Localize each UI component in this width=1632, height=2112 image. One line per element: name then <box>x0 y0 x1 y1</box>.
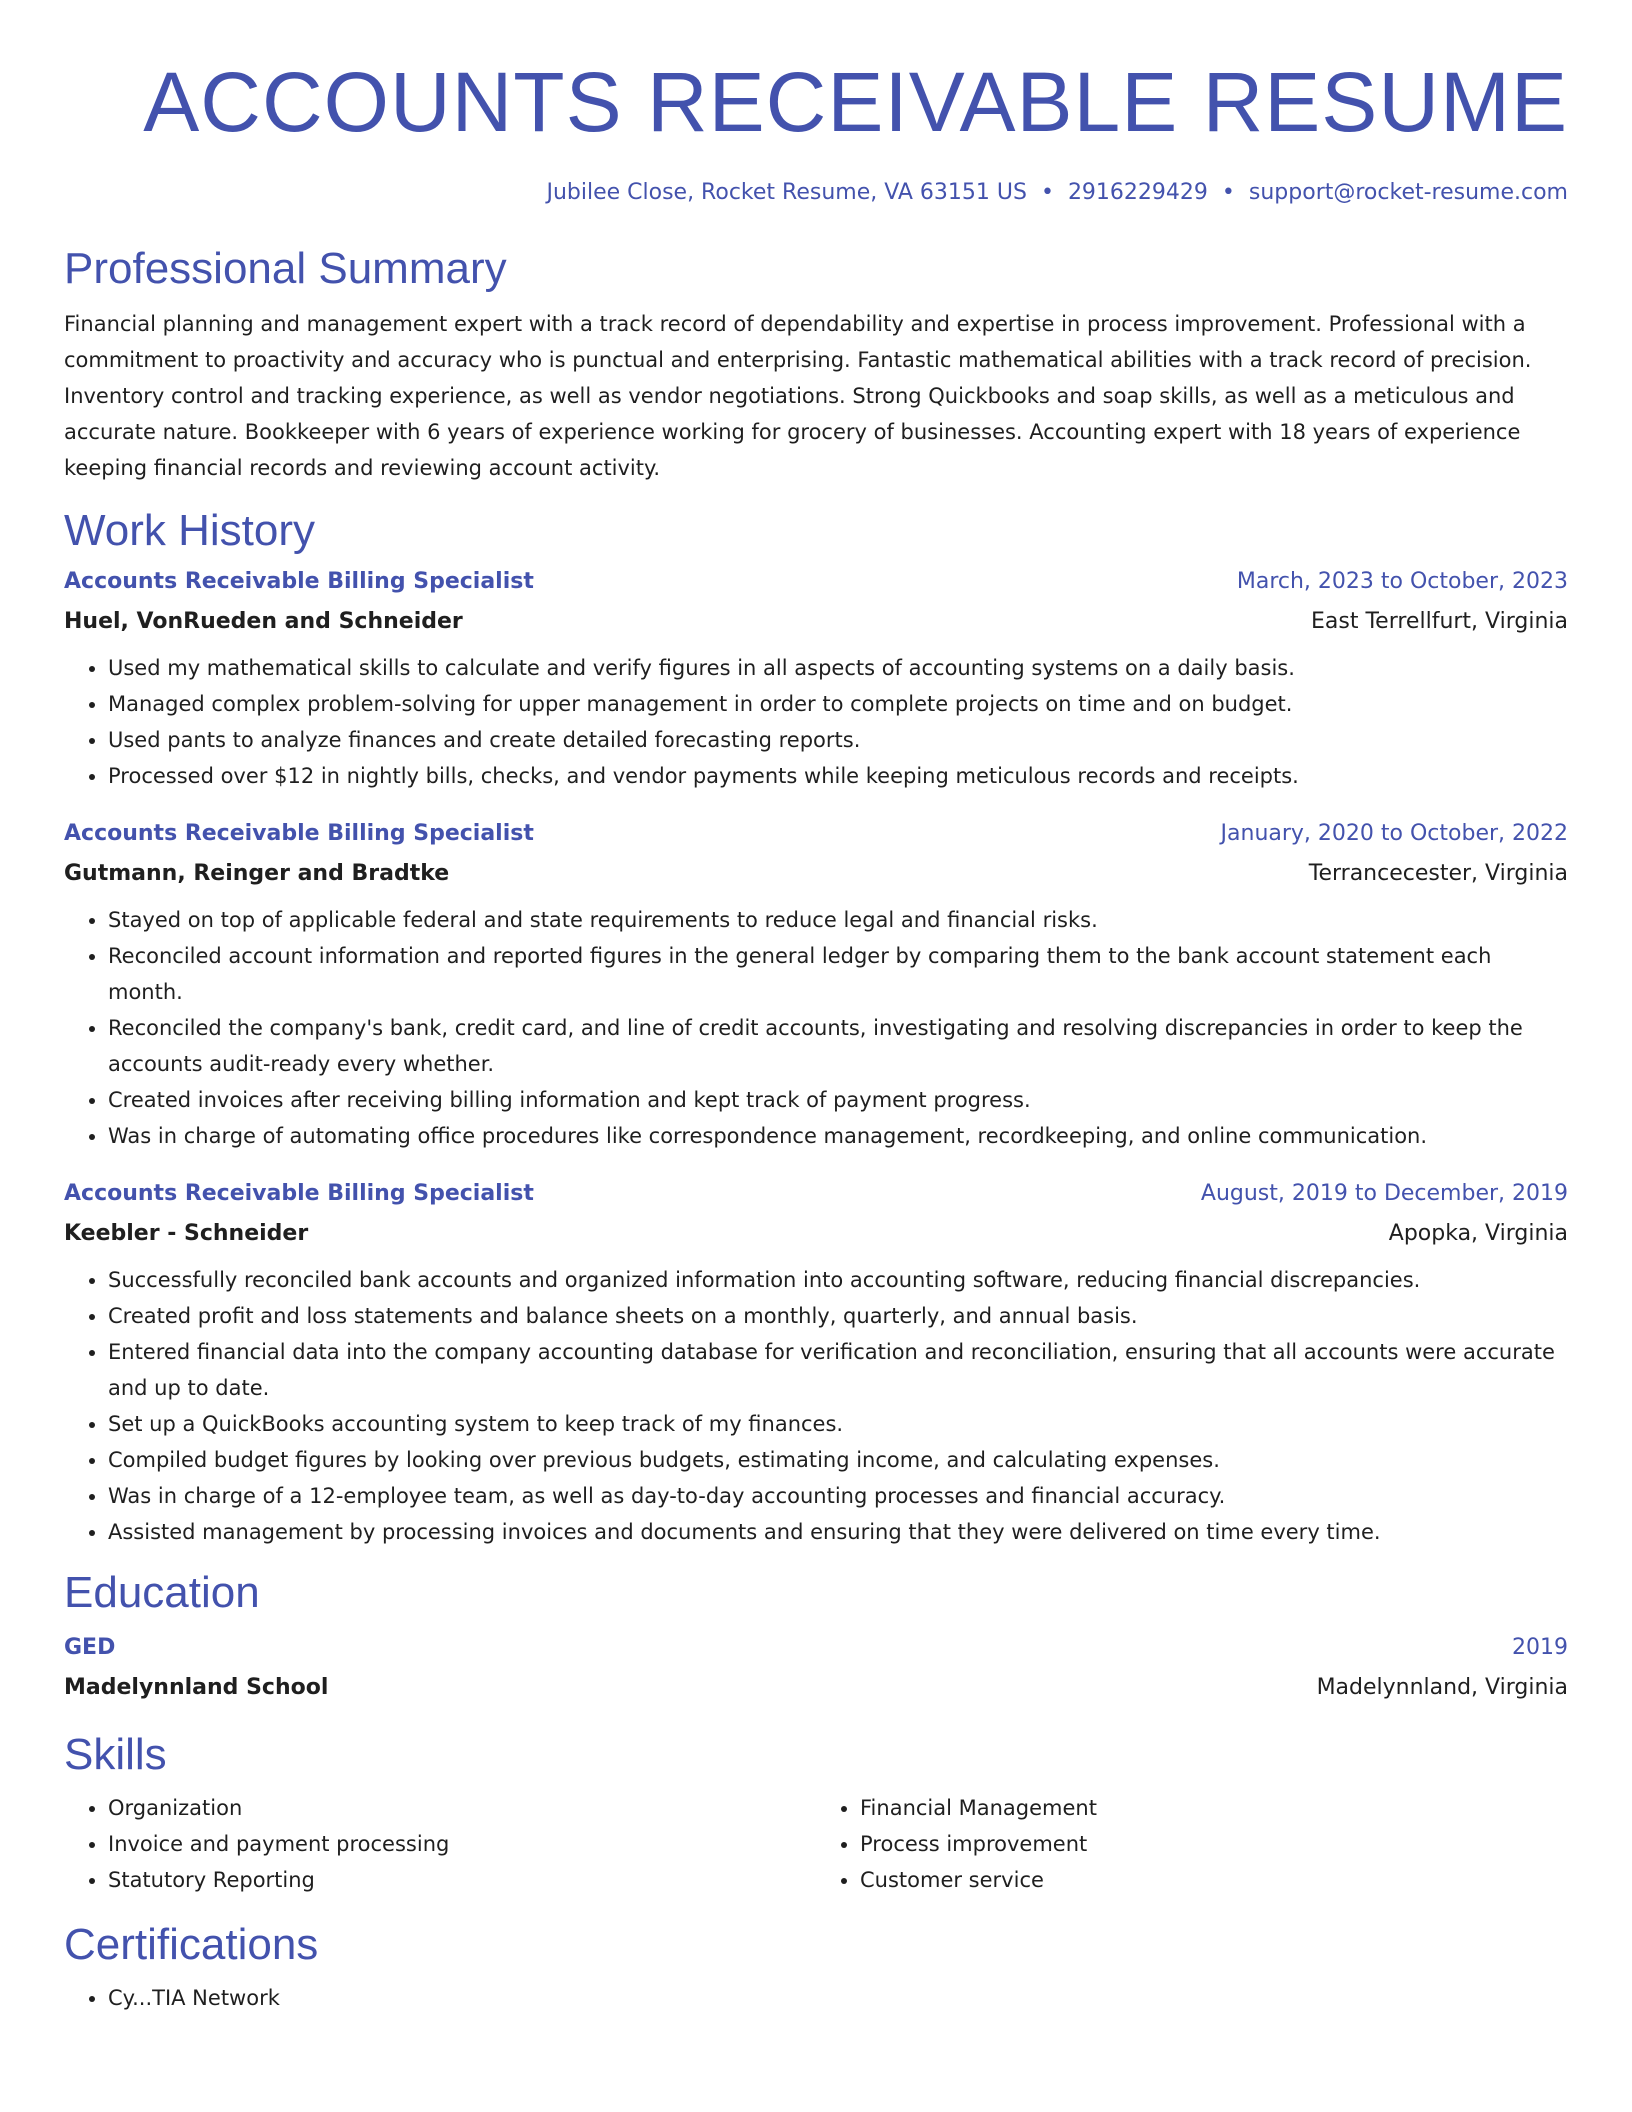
section-title-summary: Professional Summary <box>64 244 507 293</box>
list-item: • Process improvement <box>860 1826 1568 1862</box>
list-item: • Reconciled the company's bank, credit card, and line of credit accounts, investigating and resolving discrepancies in order to keep the accounts audit-ready every whether. <box>108 1010 1568 1082</box>
email: support@rocket-resume.com <box>1248 180 1568 205</box>
job-company: Gutmann, Reinger and Bradtke <box>64 861 450 886</box>
list-item: • Reconciled account information and reported figures in the general ledger by comparing them to the bank account statement each month. <box>108 938 1568 1010</box>
list-item: • Assisted management by processing invoices and documents and ensuring that they were delivered on time every time. <box>108 1514 1568 1550</box>
job-dates: March, 2023 to October, 2023 <box>1236 569 1568 594</box>
list-item: • Stayed on top of applicable federal and state requirements to reduce legal and financial risks. <box>108 902 1568 938</box>
job-dates: January, 2020 to October, 2022 <box>1220 821 1568 846</box>
list-item: • Managed complex problem-solving for upper management in order to complete projects on time and on budget. <box>108 686 1568 722</box>
job-bullets <box>64 650 1568 794</box>
job-dates: August, 2019 to December, 2019 <box>1200 1181 1568 1206</box>
section-title-work: Work History <box>64 506 315 555</box>
skills-list <box>64 1782 1568 1898</box>
summary-text: Financial planning and management expert with a track record of dependability and expertise in process improvement. Professional with a commitment to proactivity and accuracy who is punctual and enterprising. Fantastic mathematical abilities with a track record of precision. Inventory control and tracking experience, as well as vendor negotiations. Strong Quickbooks and soap skills, as well as a meticulous and accurate nature. Bookkeeper with 6 years of experience working for grocery of businesses. Accounting expert with 18 years of experience keeping financial records and reviewing account activity. <box>64 312 1532 480</box>
job-location: Apopka, Virginia <box>1388 1221 1568 1246</box>
education-year: 2019 <box>1512 1635 1568 1660</box>
list-item: • Invoice and payment processing <box>108 1826 816 1862</box>
list-item: • Created invoices after receiving billing information and kept track of payment progress. <box>108 1082 1568 1118</box>
list-item: • Used pants to analyze finances and create detailed forecasting reports. <box>108 722 1568 758</box>
section-title-skills: Skills <box>64 1730 167 1779</box>
list-item: • Was in charge of automating office procedures like correspondence management, recordkeeping, and online communication. <box>108 1118 1568 1154</box>
section-title-education: Education <box>64 1568 260 1617</box>
list-item: • Used my mathematical skills to calculate and verify figures in all aspects of accounting systems on a daily basis. <box>108 650 1568 686</box>
certifications-list <box>64 1980 1568 2016</box>
job-company: Huel, VonRueden and Schneider <box>64 609 463 634</box>
degree: GED <box>64 1635 116 1660</box>
job-role: Accounts Receivable Billing Specialist <box>64 821 534 846</box>
school-name: Madelynnland School <box>64 1675 329 1700</box>
job-entry <box>64 1174 1568 1550</box>
resume-title: ACCOUNTS RECEIVABLE RESUME <box>143 55 1568 149</box>
separator: • <box>1221 180 1235 205</box>
address: Jubilee Close, Rocket Resume, VA 63151 US <box>546 180 1027 205</box>
separator: • <box>1040 180 1054 205</box>
job-bullets <box>64 902 1568 1154</box>
list-item: • Financial Management <box>860 1790 1568 1826</box>
school-location: Madelynnland, Virginia <box>1316 1675 1568 1700</box>
job-entry <box>64 562 1568 794</box>
job-role: Accounts Receivable Billing Specialist <box>64 569 534 594</box>
job-entry <box>64 814 1568 1154</box>
list-item: • Compiled budget figures by looking over previous budgets, estimating income, and calculating expenses. <box>108 1442 1568 1478</box>
list-item: • Successfully reconciled bank accounts and organized information into accounting software, reducing financial discrepancies. <box>108 1262 1568 1298</box>
list-item: • Was in charge of a 12-employee team, as well as day-to-day accounting processes and financial accuracy. <box>108 1478 1568 1514</box>
job-company: Keebler - Schneider <box>64 1221 309 1246</box>
list-item: • Statutory Reporting <box>108 1862 816 1898</box>
list-item: • Created profit and loss statements and balance sheets on a monthly, quarterly, and annual basis. <box>108 1298 1568 1334</box>
list-item: • Set up a QuickBooks accounting system to keep track of my finances. <box>108 1406 1568 1442</box>
skills-column-right <box>816 1790 1568 1898</box>
contact-line <box>64 178 1568 208</box>
list-item: • Cy...TIA Network <box>108 1980 1568 2016</box>
job-location: East Terrellfurt, Virginia <box>1311 609 1568 634</box>
education-entry <box>64 1628 1568 1708</box>
list-item: • Organization <box>108 1790 816 1826</box>
list-item: • Processed over $12 in nightly bills, checks, and vendor payments while keeping meticulous records and receipts. <box>108 758 1568 794</box>
skills-column-left <box>64 1790 816 1898</box>
job-location: Terrancecester, Virginia <box>1308 861 1568 886</box>
phone: 2916229429 <box>1067 180 1208 205</box>
section-title-certifications: Certifications <box>64 1920 319 1969</box>
job-bullets <box>64 1262 1568 1550</box>
job-role: Accounts Receivable Billing Specialist <box>64 1181 534 1206</box>
list-item: • Entered financial data into the company accounting database for verification and reconciliation, ensuring that all accounts were accurate and up to date. <box>108 1334 1568 1406</box>
list-item: • Customer service <box>860 1862 1568 1898</box>
